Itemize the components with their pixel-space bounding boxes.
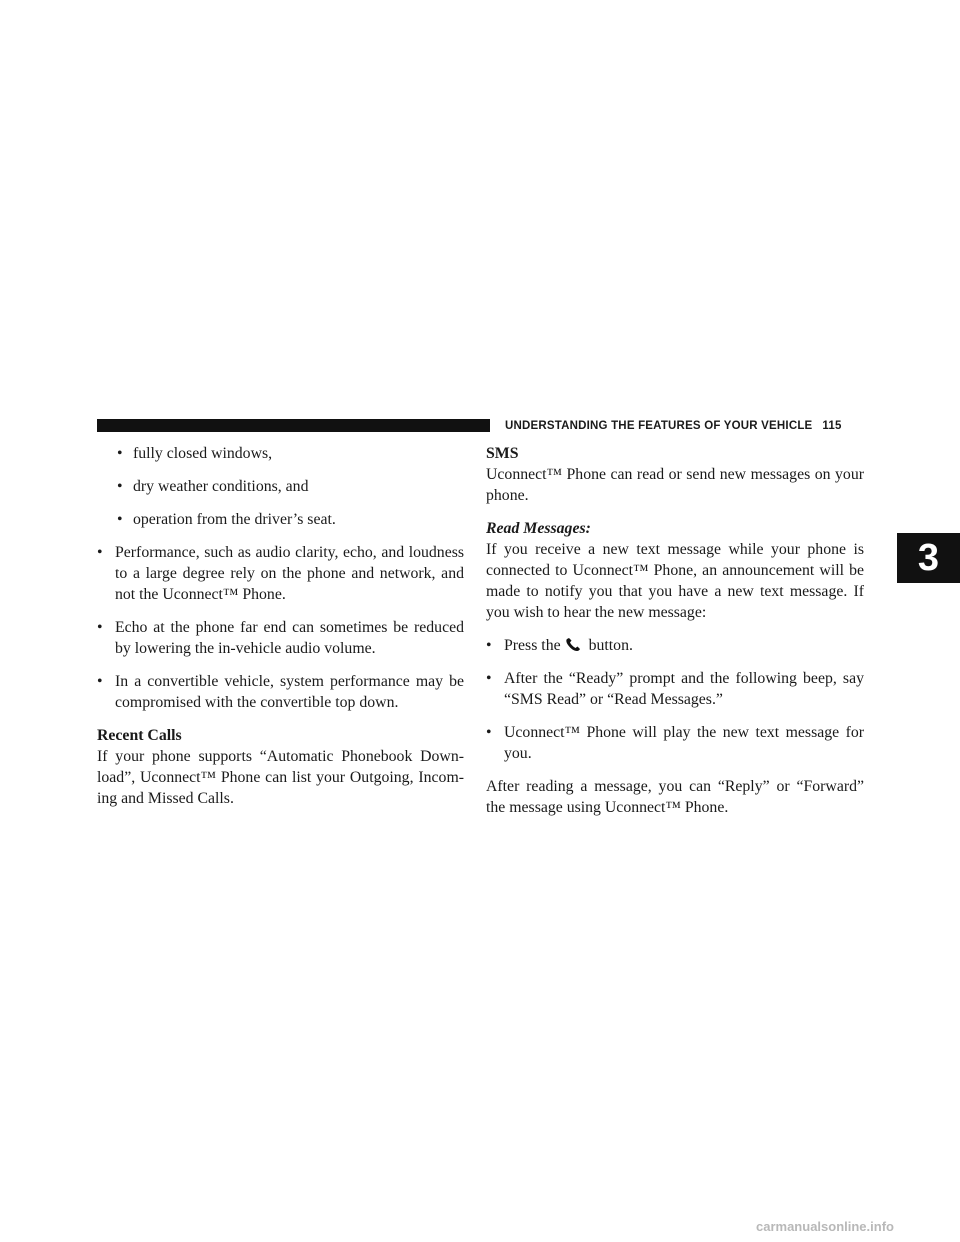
sms-paragraph: Uconnect™ Phone can read or send new messages on your phone. bbox=[486, 466, 864, 504]
list-item: • Performance, such as audio clarity, echo, and loudness to a large degree rely on the phone and network, and not the Uconnect™ Phone. bbox=[97, 544, 464, 603]
bullet-icon: • bbox=[117, 445, 123, 462]
list-item: • After the “Ready” prompt and the following beep, say “SMS Read” or “Read Messages.” bbox=[486, 670, 864, 708]
subheading-read-messages: Read Messages: bbox=[486, 520, 591, 537]
list-item: • fully closed windows, bbox=[117, 445, 273, 462]
bullet-icon: • bbox=[486, 724, 492, 741]
header-title: UNDERSTANDING THE FEATURES OF YOUR VEHICLE bbox=[505, 420, 813, 432]
section-heading-sms: SMS bbox=[486, 445, 519, 462]
page-number: 115 bbox=[822, 420, 842, 432]
bullet-icon: • bbox=[97, 619, 103, 636]
recent-calls-paragraph: If your phone supports “Automatic Phonebook Down-load”, Uconnect™ Phone can list your Outgoing, Incom-ing and Missed Calls. bbox=[97, 748, 464, 807]
list-item: • In a convertible vehicle, system performance may be compromised with the convertible top down. bbox=[97, 673, 464, 711]
list-item: • Press the button. bbox=[486, 637, 633, 654]
list-item: • dry weather conditions, and bbox=[117, 478, 309, 495]
left-column bbox=[97, 443, 464, 821]
list-item: • operation from the driver’s seat. bbox=[117, 511, 336, 528]
running-header bbox=[505, 418, 865, 434]
closing-paragraph: After reading a message, you can “Reply” or “Forward” the message using Uconnect™ Phone. bbox=[486, 778, 864, 816]
bullet-icon: • bbox=[97, 673, 103, 690]
list-item: • Uconnect™ Phone will play the new text message for you. bbox=[486, 724, 864, 762]
right-column bbox=[486, 443, 864, 830]
watermark: carmanualsonline.info bbox=[756, 1219, 894, 1234]
phone-handset-icon bbox=[565, 638, 583, 652]
section-heading-recent-calls: Recent Calls bbox=[97, 727, 182, 744]
bullet-icon: • bbox=[486, 670, 492, 687]
list-item: • Echo at the phone far end can sometimes be reduced by lowering the in-vehicle audio volume. bbox=[97, 619, 464, 657]
header-rule bbox=[97, 419, 490, 432]
bullet-icon: • bbox=[486, 637, 492, 654]
bullet-icon: • bbox=[117, 478, 123, 495]
read-messages-paragraph: If you receive a new text message while your phone is connected to Uconnect™ Phone, an announcement will be made to notify you that you have a new text message. If you wish to hear the new message: bbox=[486, 541, 864, 621]
chapter-tab: 3 bbox=[897, 533, 960, 583]
bullet-icon: • bbox=[117, 511, 123, 528]
bullet-icon: • bbox=[97, 544, 103, 561]
